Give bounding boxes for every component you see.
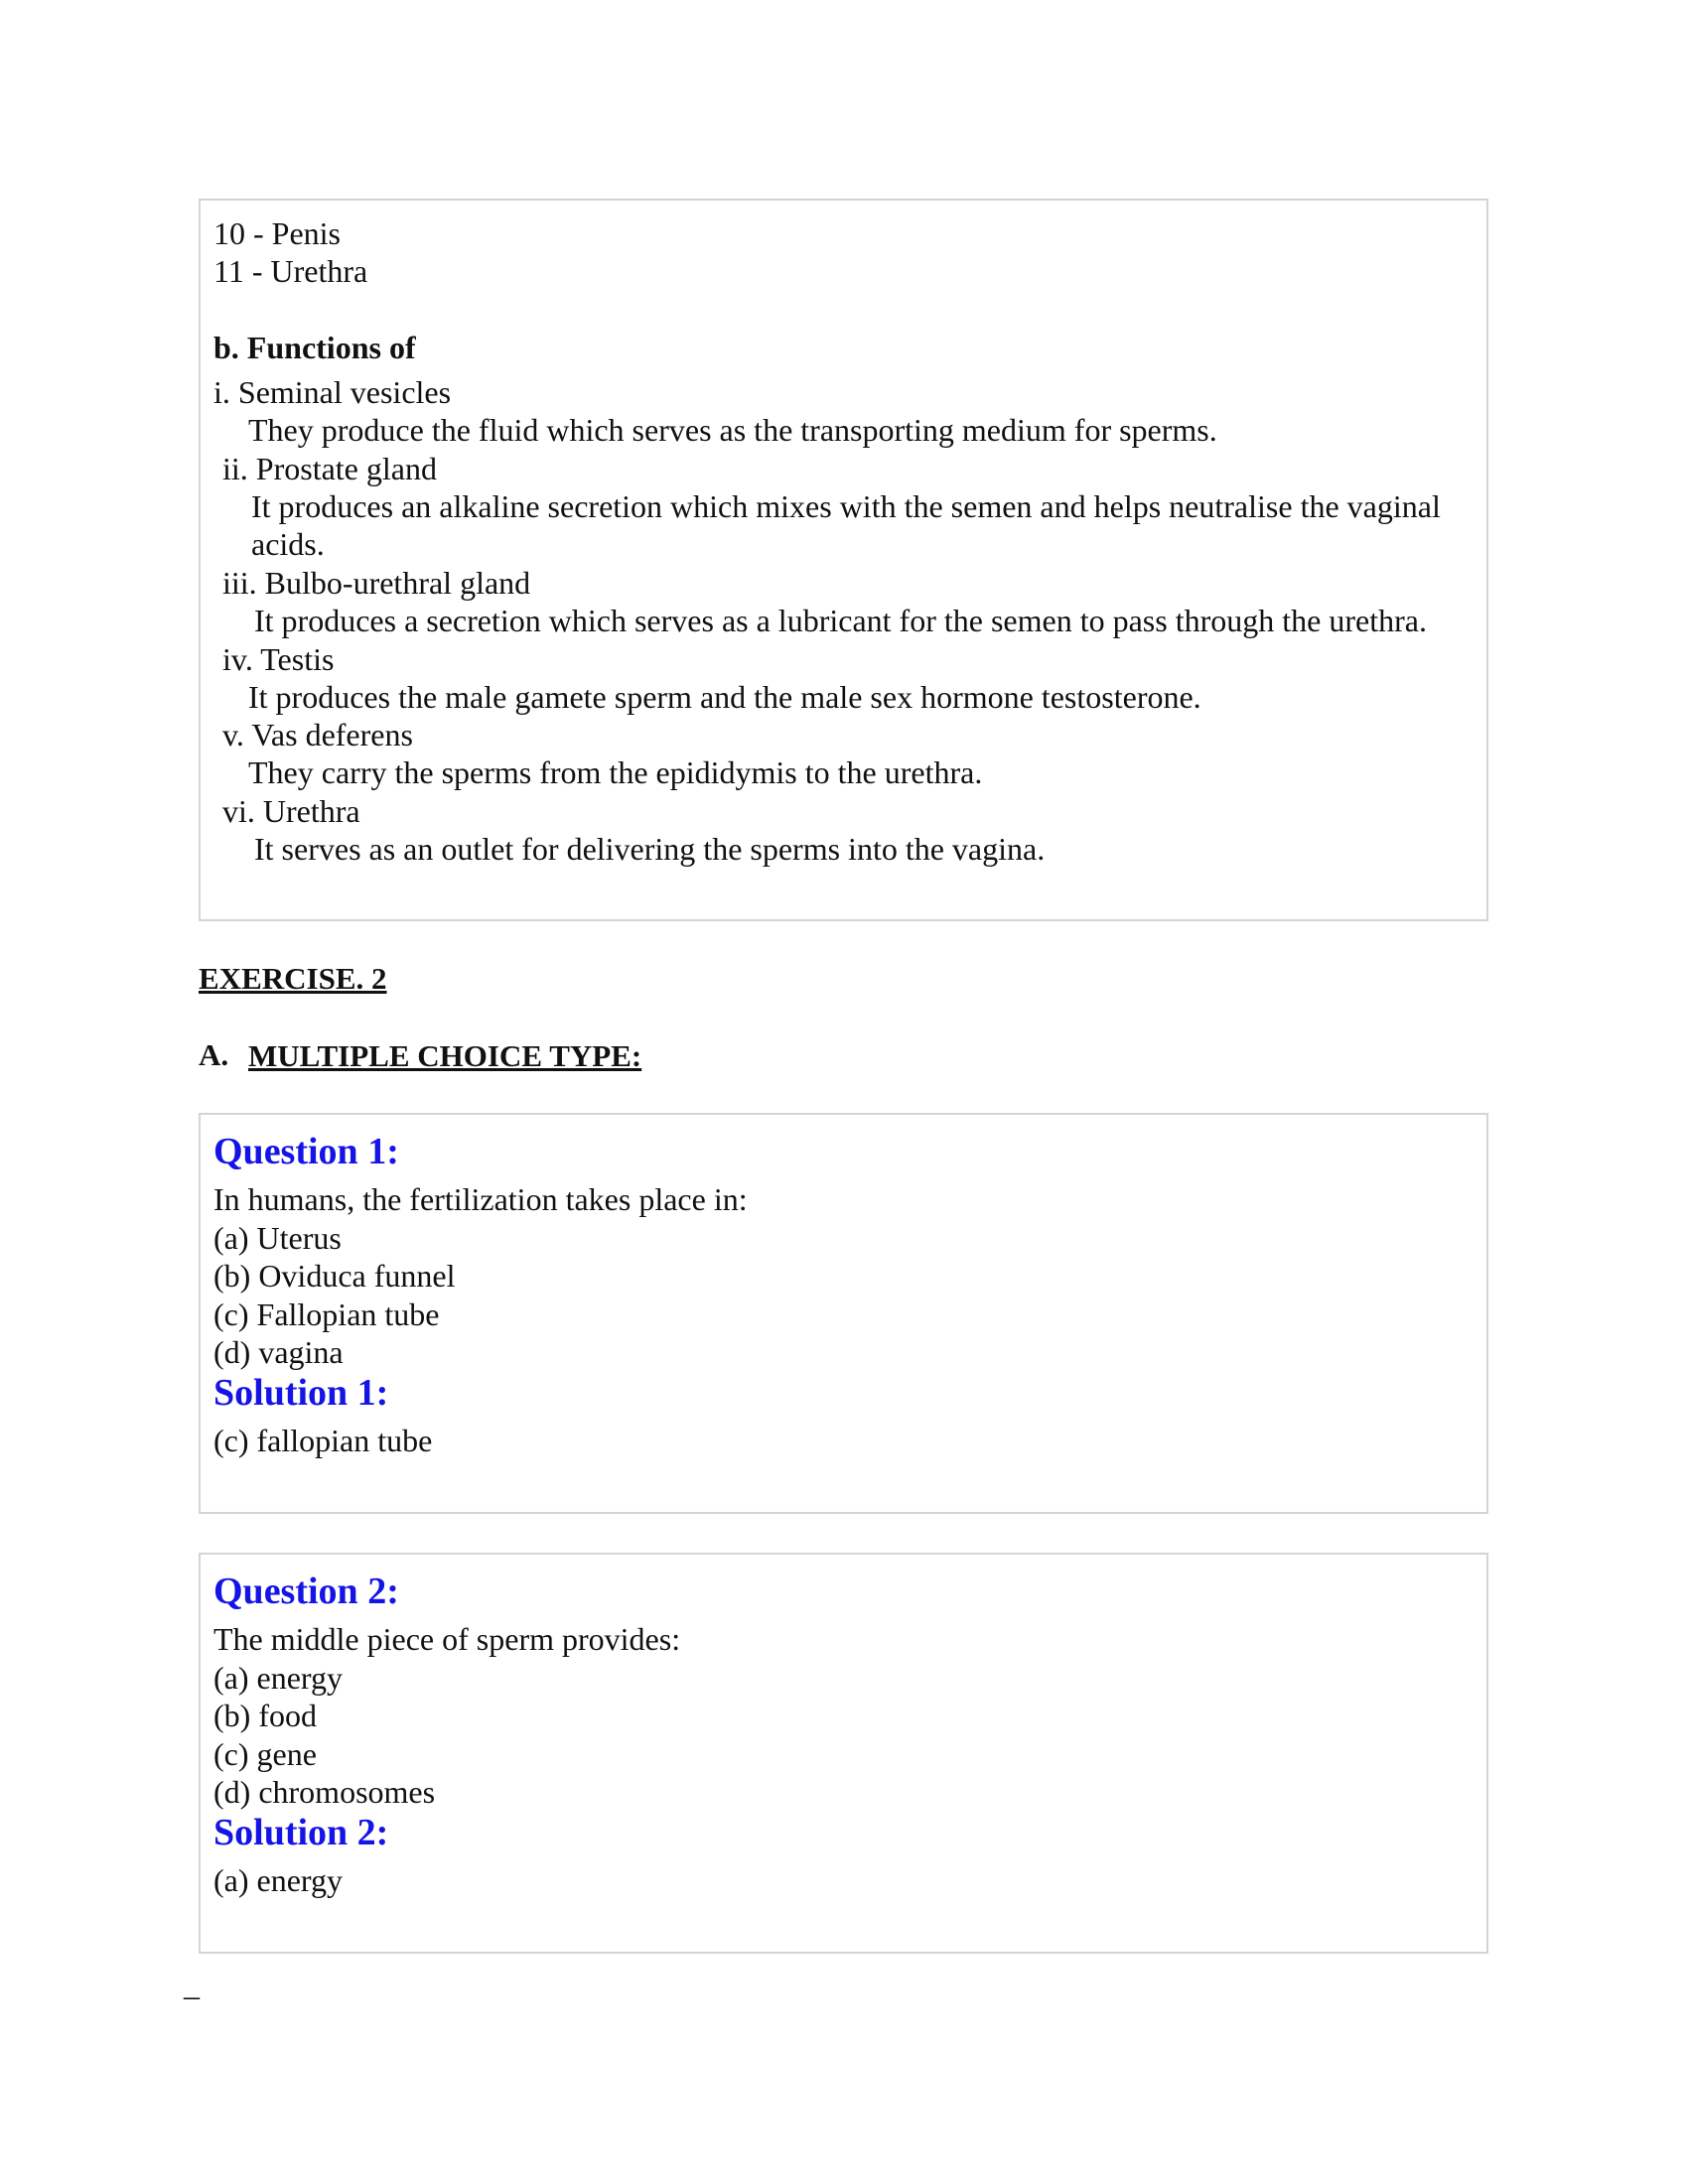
- part-line: 10 - Penis: [213, 215, 341, 251]
- option: (b) Oviduca funnel: [213, 1258, 456, 1294]
- section-prefix: A.: [199, 1037, 229, 1072]
- functions-heading: b. Functions of: [213, 330, 416, 365]
- function-label: vi. Urethra: [222, 793, 360, 829]
- option: (d) chromosomes: [213, 1774, 436, 1810]
- function-desc: It produces an alkaline secretion which mixes with the semen and helps neutralise the vaginal: [251, 488, 1441, 524]
- exercise-title: EXERCISE. 2: [199, 961, 387, 996]
- solution-text: (a) energy: [213, 1862, 343, 1898]
- function-desc: acids.: [251, 526, 325, 562]
- section-title: MULTIPLE CHOICE TYPE:: [248, 1038, 642, 1073]
- function-label: ii. Prostate gland: [222, 451, 437, 486]
- function-label: i. Seminal vesicles: [213, 374, 452, 410]
- option: (c) Fallopian tube: [213, 1297, 440, 1332]
- option: (b) food: [213, 1698, 317, 1733]
- function-label: iii. Bulbo-urethral gland: [222, 565, 531, 601]
- option: (c) gene: [213, 1736, 317, 1772]
- part-line: 11 - Urethra: [213, 253, 368, 289]
- question-heading: Question 1:: [213, 1131, 399, 1172]
- solution-heading: Solution 2:: [213, 1812, 389, 1853]
- solution-text: (c) fallopian tube: [213, 1423, 433, 1458]
- option: (a) Uterus: [213, 1220, 342, 1256]
- question-heading: Question 2:: [213, 1570, 399, 1612]
- function-desc: They produce the fluid which serves as the transporting medium for sperms.: [248, 412, 1217, 448]
- option: (a) energy: [213, 1660, 343, 1696]
- function-label: v. Vas deferens: [222, 717, 413, 752]
- footer-mark: _: [184, 1967, 200, 2002]
- function-label: iv. Testis: [222, 641, 335, 677]
- question-text: The middle piece of sperm provides:: [213, 1621, 681, 1657]
- function-desc: It serves as an outlet for delivering the sperms into the vagina.: [254, 831, 1046, 867]
- option: (d) vagina: [213, 1334, 344, 1370]
- function-desc: They carry the sperms from the epididymis to the urethra.: [248, 754, 983, 790]
- function-desc: It produces the male gamete sperm and the male sex hormone testosterone.: [248, 679, 1201, 715]
- solution-heading: Solution 1:: [213, 1372, 389, 1414]
- question-text: In humans, the fertilization takes place in:: [213, 1181, 748, 1217]
- functions-box: [199, 199, 1488, 921]
- function-desc: It produces a secretion which serves as a lubricant for the semen to pass through the urethra.: [254, 603, 1427, 638]
